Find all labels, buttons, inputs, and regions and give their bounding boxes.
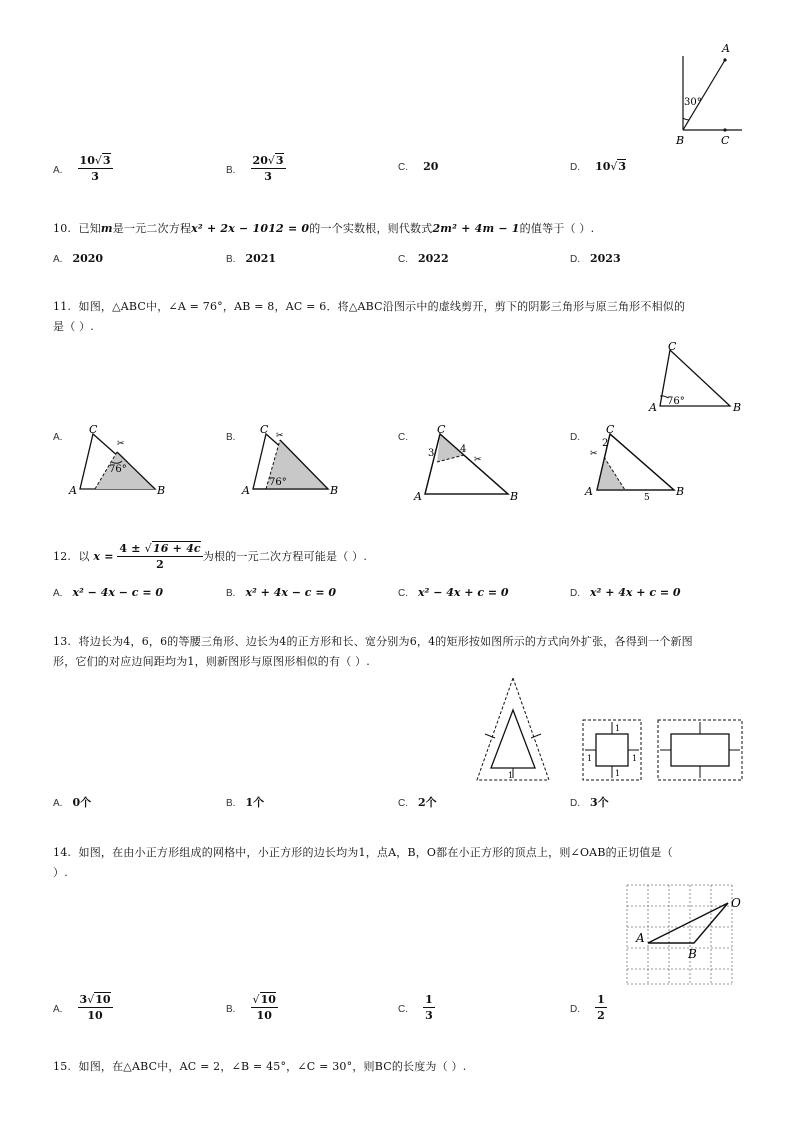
q11-figure-c <box>410 422 525 504</box>
q9-option-b[interactable]: B. $\frac{20√3}{3}$ <box>226 154 284 183</box>
svg-text:B: B <box>157 484 166 497</box>
q9-angle-label: 30° <box>684 97 702 108</box>
q14-grid-figure <box>620 880 745 988</box>
svg-text:B: B <box>510 490 519 503</box>
scissors-icon: ✂ <box>590 449 598 459</box>
svg-text:1: 1 <box>508 771 514 780</box>
q12-option-a[interactable]: A. x² − 4x − c = 0 <box>53 586 164 599</box>
svg-text:76°: 76° <box>269 477 287 488</box>
scissors-icon: ✂ <box>276 431 284 441</box>
option-label: C. <box>398 162 408 173</box>
q13-triangle-figure <box>473 674 553 784</box>
q13-option-d[interactable]: D. 3个 <box>570 796 609 809</box>
q11-reference-figure <box>645 338 755 418</box>
q14-option-b[interactable]: B. $\frac{√10}{10}$ <box>226 993 276 1022</box>
q11-option-d[interactable]: D. <box>570 432 580 443</box>
q14-option-c[interactable]: C. $\frac{1}{3}$ <box>398 993 433 1022</box>
svg-text:4: 4 <box>460 444 467 455</box>
q10-option-b[interactable]: B. 2021 <box>226 252 277 265</box>
q11-question: 11. 如图，△ABC中，∠A = 76°，AB = 8，AC = 6．将△ABC沿图示中的虚线剪开，剪下的阴影三角形与原三角形不相似的 是（ ）. <box>53 300 686 333</box>
ref-point-a: A <box>649 401 657 414</box>
svg-text:B: B <box>676 485 685 498</box>
q9-point-a: A <box>722 42 730 55</box>
svg-text:A: A <box>585 485 593 498</box>
svg-text:A: A <box>242 484 250 497</box>
q11-option-c[interactable]: C. <box>398 432 408 443</box>
svg-text:1: 1 <box>632 754 638 763</box>
svg-text:A: A <box>636 931 645 945</box>
scissors-icon: ✂ <box>117 439 125 449</box>
q11-figure-b <box>238 422 348 500</box>
ref-angle: 76° <box>667 396 685 407</box>
q13-rectangle-figure <box>657 719 743 781</box>
svg-text:1: 1 <box>615 724 621 733</box>
svg-text:C: C <box>437 423 446 436</box>
svg-text:C: C <box>606 423 615 436</box>
svg-text:B: B <box>688 947 697 961</box>
svg-text:2: 2 <box>602 438 609 449</box>
q15-question: 15. 如图，在△ABC中，AC = 2，∠B = 45°，∠C = 30°，则BC的长度为（ ）. <box>53 1060 467 1073</box>
ref-point-b: B <box>733 401 742 414</box>
svg-text:C: C <box>89 423 98 436</box>
q12-option-d[interactable]: D. x² + 4x + c = 0 <box>570 586 681 599</box>
q9-option-d[interactable]: D. 10√3 <box>570 160 627 173</box>
q11-figure-a <box>65 422 175 500</box>
q9-option-c[interactable]: C. 20 <box>398 160 439 173</box>
q11-option-b[interactable]: B. <box>226 432 236 443</box>
q10-question: 10. 已知m是一元二次方程x² + 2x − 1012 = 0的一个实数根，则代数式2m² + 4m − 1的值等于（ ）. <box>53 222 595 235</box>
q9-point-b: B <box>676 134 685 147</box>
q9-figure <box>670 38 750 150</box>
option-label: B. <box>226 165 236 176</box>
q12-fraction: $\frac{4 \pm √16 + 4c}{2}$ <box>119 542 201 571</box>
q9-option-a[interactable]: A. $\frac{10√3}{3}$ <box>53 154 111 183</box>
svg-text:3: 3 <box>428 448 435 459</box>
q14-question: 14. 如图，在由小正方形组成的网格中，小正方形的边长均为1，点A，B，O都在小正方形的顶点上，则∠OAB的正切值是（ ）. <box>53 846 673 879</box>
option-label: A. <box>53 165 63 176</box>
svg-text:A: A <box>414 490 422 503</box>
q14-option-d[interactable]: D. $\frac{1}{2}$ <box>570 993 605 1022</box>
q10-option-d[interactable]: D. 2023 <box>570 252 621 265</box>
svg-text:A: A <box>69 484 77 497</box>
svg-text:O: O <box>731 896 741 910</box>
scissors-icon: ✂ <box>474 455 482 465</box>
q13-question: 13. 将边长为4，6，6的等腰三角形、边长为4的正方形和长、宽分别为6，4的矩形按如图所示的方式向外扩张，各得到一个新图 形，它们的对应边间距均为1，则新图形与原图形相似的有（ ）. <box>53 635 693 668</box>
q10-option-c[interactable]: C. 2022 <box>398 252 449 265</box>
ref-point-c: C <box>668 340 677 353</box>
q14-option-a[interactable]: A. $\frac{3√10}{10}$ <box>53 993 111 1022</box>
svg-text:1: 1 <box>615 769 621 778</box>
q12-option-b[interactable]: B. x² + 4x − c = 0 <box>226 586 337 599</box>
svg-text:B: B <box>330 484 339 497</box>
svg-text:5: 5 <box>644 493 650 502</box>
q10-option-a[interactable]: A. 2020 <box>53 252 104 265</box>
svg-text:76°: 76° <box>109 464 127 475</box>
option-label: D. <box>570 162 580 173</box>
svg-text:C: C <box>260 423 269 436</box>
q11-figure-d <box>582 422 692 502</box>
q13-option-a[interactable]: A. 0个 <box>53 796 92 809</box>
svg-text:1: 1 <box>587 754 593 763</box>
q13-option-c[interactable]: C. 2个 <box>398 796 437 809</box>
q11-option-a[interactable]: A. <box>53 432 63 443</box>
q13-option-b[interactable]: B. 1个 <box>226 796 265 809</box>
q12-question: 12. 以 x = $\frac{4 \pm √16 + 4c}{2}$ 为根的一元二次方程可能是（ ）. <box>53 542 368 571</box>
q13-square-figure <box>582 719 642 781</box>
q9-point-c: C <box>721 134 730 147</box>
q12-option-c[interactable]: C. x² − 4x + c = 0 <box>398 586 509 599</box>
